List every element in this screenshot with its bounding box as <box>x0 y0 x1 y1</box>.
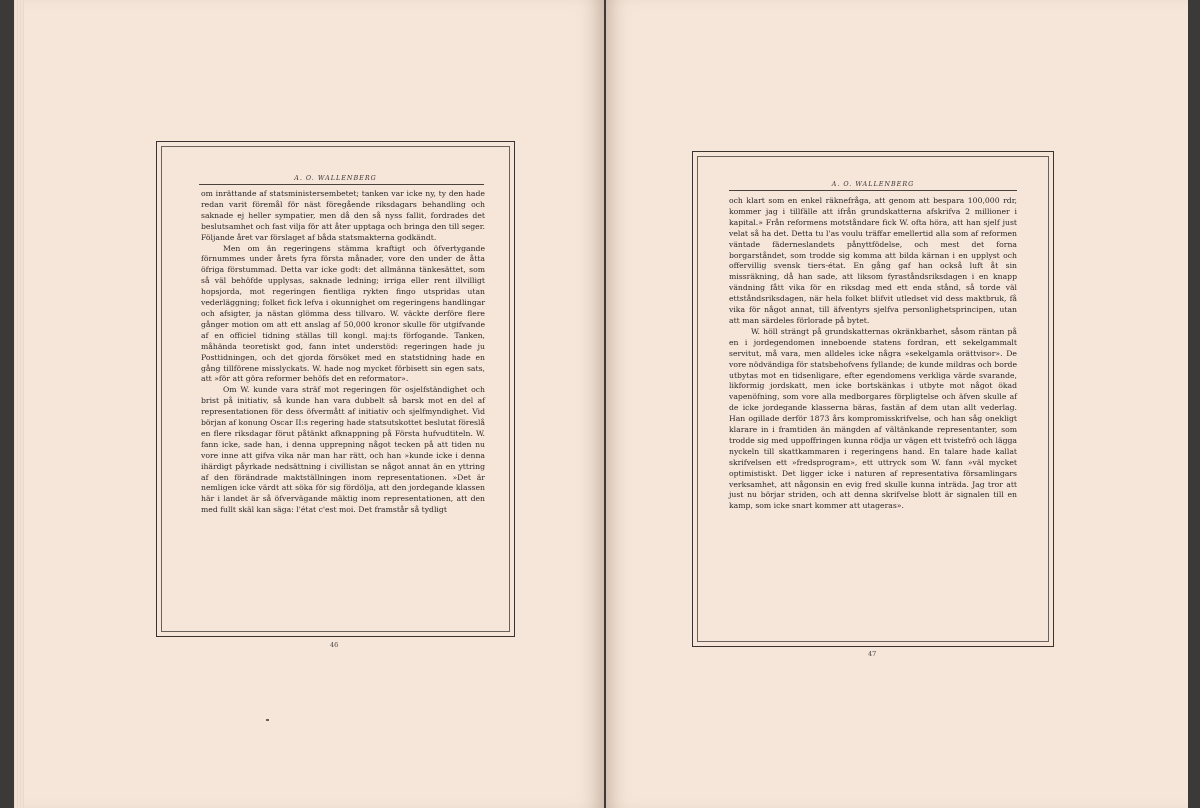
right-running-head: A. O. WALLENBERG <box>831 180 915 188</box>
right-paragraph-2: W. höll strängt på grundskatternas okränkbarhet, såsom räntan på en i jordegendomen inneboende statens fordran, ett sekelgammalt servitut, må vara, men alldeles icke några »sekelgamla orättvisor». De vore nödvändiga för statsbehofvens fyllande; de kunde mildras och borde utbytas mot en tidsenligare, efter egendomens verkliga värde svarande, likformig jordskatt, men icke bortskänkas i utbyte mot något ökad vapenöfning, som vore alla medborgares förpligtelse och äfven skulle af de icke jordegande klasserna bäras, fastän af dem utan allt vederlag. Han ogillade derför 1873 års kompromisskrifvelse, och han såg onekligt klarare in i framtiden än mängden af vältänkande representanter, som trodde sig med uppoffringen kunna rödja ur vägen ett tvistefrö och lägga nyckeln till skattkammaren i regeringens hand. En talare hade kallat skrifvelsen ett »fredsprogram», ett uttryck som W. fann »väl mycket optimistiskt. Det ligger icke i naturen af representativa församlingars verksamhet, att någonsin en evig fred skulle kunna inträda. Jag tror att just nu börjar striden, och att denna skrifvelse blott är signalen till en kamp, som icke snart kommer att utageras». <box>729 326 1017 511</box>
left-body-text <box>201 189 485 516</box>
left-page-number: 46 <box>330 641 339 649</box>
left-paragraph-1: om inrättande af statsministersembetet; tanken var icke ny, ty den hade redan varit föremål för näst föregående riksdagars behandling och saknade ej heller sympatier, men då den så nyss fallit, fordrades det beslutsamhet och fast vilja för att åter upptaga och bringa den till seger. Följande året var förslaget af båda statsmakterna godkändt. <box>201 189 485 242</box>
left-head-rule <box>199 184 484 185</box>
left-running-head: A. O. WALLENBERG <box>294 174 377 182</box>
right-paragraph-1: och klart som en enkel räknefråga, att genom att bespara 100,000 rdr, kommer jag i tillfälle att ifrån grundskatterna afskrifva 2 millioner i kapital.» Från reformens motståndare fick W. ofta höra, att han sjelf just velat så ha det. Detta tu l'as voulu träffar emellertid alla som af reformen väntade fäderneslandets pånyttfödelse, och mest det forna borgarståndet, som trodde sig komma att bilda kärnan i en upplyst och offervillig svensk tiers-état. En gång gaf han också luft åt sin missräkning, då han sade, att liksom fyraståndsriksdagen i en knapp vändning fått vika för en riksdag med ett enda stånd, så torde väl ettståndsriksdagen, när hela folket blifvit utledset vid dess maktbruk, få vika för något annat, till äfventyrs sjelfva personlighetsprincipen, utan att man särdeles förlorade på bytet. <box>729 196 1017 325</box>
paper-speck <box>266 719 269 721</box>
right-page-number: 47 <box>868 650 877 658</box>
left-text-frame <box>156 141 515 637</box>
right-text-frame <box>692 151 1054 647</box>
page-edges <box>14 0 24 808</box>
right-head-rule <box>729 190 1017 191</box>
left-paragraph-3: Om W. kunde vara sträf mot regeringen för osjelfständighet och brist på initiativ, så kunde han vara dubbelt så barsk mot en del af representationen för dess öfvermått af initiativ och sjelfmyndighet. Vid början af konung Oscar II:s regering hade statsutskottet beslutat föreslå en flere riksdagar förut påtänkt afknappning på Första hufvudtiteln. W. fann icke, sade han, i denna upprepning något tecken på att tiden nu vore inne att gifva vika när man har rätt, och han »kunde icke i denna ihärdigt påyrkade nedsättning i civillistan se något annat än en yttring af den förändrade maktställningen inom representationen. »Det är nemligen icke värdt att söka för sig fördölja, att den jordegande klassen här i landet är så öfvervägande mäktig inom representationen, att den med fullt skäl kan säga: l'état c'est moi. Det framstår så tydligt <box>201 385 485 515</box>
right-body-text <box>729 196 1017 512</box>
left-paragraph-2: Men om än regeringens stämma kraftigt och öfvertygande förnummes under årets fyra första månader, vore den under de åtta öfriga förstummad. Detta var icke godt: det allmänna tänkesättet, som så väl behöfde upplysas, saknade ledning; irriga eller rent illvilligt hopsjorda, mot regeringen fientliga rykten fingo utspridas utan vederläggning; folket fick lefva i okunnighet om regeringens handlingar och afsigter, ja nästan glömma dess tillvaro. W. väckte derföre flere gånger motion om att ett anslag af 50,000 kronor skulle för utgifvande af en officiel tidning ställas till kongl. maj:ts förfogande. Tanken, måhända teoretiskt god, fann intet understöd: regeringen hade ju Posttidningen, och det gjorda försöket med en statstidning hade en gång tillförene misslyckats. W. hade nog mycket förbisett sin egen sats, att »för att göra reformer behöfs det en reformator». <box>201 243 485 384</box>
scan-background <box>0 0 14 808</box>
